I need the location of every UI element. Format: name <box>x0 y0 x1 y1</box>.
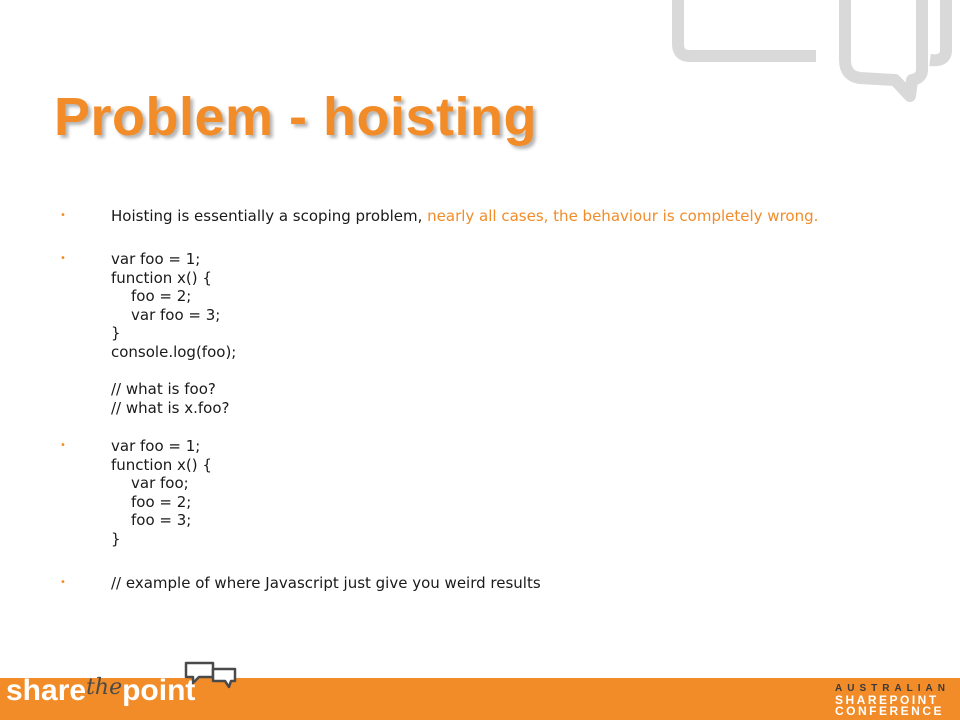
bullet-dot: • <box>60 440 66 451</box>
conference-line-1: AUSTRALIAN <box>835 683 950 694</box>
bullet-dot: • <box>60 210 66 221</box>
code-line: // what is x.foo? <box>111 398 230 417</box>
logo-point: point <box>122 674 196 707</box>
slide-title: Problem - hoisting <box>54 87 538 147</box>
code-line: function x() { <box>111 268 212 287</box>
bullet-item <box>60 574 920 594</box>
conference-line-3: CONFERENCE <box>835 704 945 718</box>
code-line: } <box>111 529 121 548</box>
code-line: // what is foo? <box>111 380 216 399</box>
conference-logo <box>835 683 950 718</box>
code-block-2 <box>111 437 212 549</box>
code-bullet-1 <box>60 250 920 420</box>
code-block-1 <box>111 250 236 417</box>
code-line: } <box>111 324 121 343</box>
conference-line-2: SHAREPOINT <box>835 692 939 707</box>
code-line: console.log(foo); <box>111 342 237 361</box>
logo-the: the <box>86 675 123 700</box>
code-line: var foo = 1; <box>111 437 201 455</box>
bullet-text-highlight: nearly all cases, the behaviour is completely wrong. <box>427 207 819 225</box>
speech-bubble-outline-icon <box>660 0 960 120</box>
code-line: var foo; <box>131 474 189 493</box>
code-line: var foo = 3; <box>131 305 221 324</box>
bullet-text: // example of where Javascript just give you weird results <box>111 574 541 592</box>
code-line: foo = 3; <box>131 511 192 530</box>
bullet-dot: • <box>60 577 66 588</box>
bullet-text <box>111 207 818 225</box>
code-line: foo = 2; <box>131 287 192 306</box>
bullet-item <box>60 207 920 227</box>
code-gap <box>111 362 236 381</box>
bullet-dot: • <box>60 253 66 264</box>
code-line: var foo = 1; <box>111 250 201 268</box>
bullet-text-plain: Hoisting is essentially a scoping problem, <box>111 207 428 225</box>
code-line: foo = 2; <box>131 492 192 511</box>
code-bullet-2 <box>60 437 920 552</box>
sharethepoint-logo <box>6 674 195 708</box>
logo-share: share <box>6 674 87 707</box>
code-line: function x() { <box>111 455 212 474</box>
